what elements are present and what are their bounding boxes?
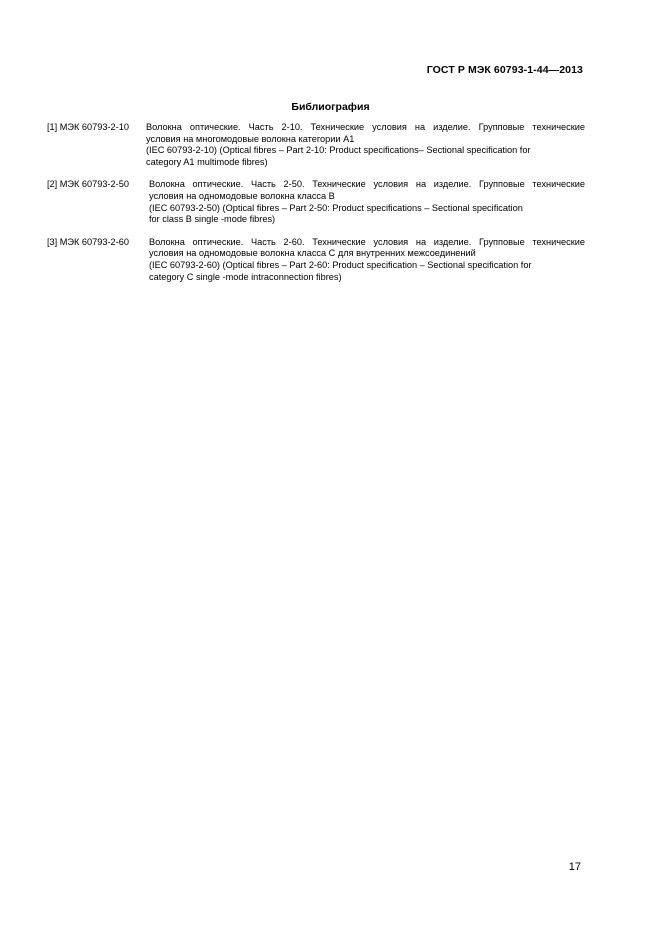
entry-body (146, 122, 585, 168)
entry-line: (IEC 60793-2-10) (Optical fibres – Part 2-10: Product specifications– Sectional specification for (146, 145, 531, 156)
bibliography-entry (47, 179, 585, 225)
entry-line: (IEC 60793-2-50) (Optical fibres – Part 2-50: Product specifications – Sectional specification (149, 202, 523, 213)
entry-line: Волокна оптические. Часть 2-60. Технические условия на изделие. Групповые технические (149, 236, 585, 247)
entry-line: условия на одномодовые волокна класса В (149, 190, 335, 201)
entry-reference: [3] МЭК 60793-2-60 (47, 236, 129, 247)
entry-line: category A1 multimode fibres) (146, 156, 268, 167)
entry-line: (IEC 60793-2-60) (Optical fibres – Part 2-60: Product specification – Sectional specification for (149, 259, 532, 270)
entry-reference: [1] МЭК 60793-2-10 (47, 122, 129, 132)
entry-body (149, 237, 585, 283)
entry-line: for class B single -mode fibres) (149, 214, 276, 225)
bibliography-title: Библиография (291, 101, 370, 113)
bibliography-entry (47, 237, 585, 283)
entry-line: условия на одномодовые волокна класса С для внутренних межсоединений (149, 248, 476, 259)
page-header: ГОСТ Р МЭК 60793-1-44—2013 (426, 64, 583, 76)
entry-line: category C single -mode intraconnection fibres) (149, 271, 342, 282)
entry-line: Волокна оптические. Часть 2-10. Технические условия на изделие. Групповые технические (146, 122, 585, 132)
entry-body (149, 179, 585, 225)
entry-reference: [2] МЭК 60793-2-50 (47, 179, 129, 190)
bibliography-list (47, 122, 585, 294)
entry-line: Волокна оптические. Часть 2-50. Технические условия на изделие. Групповые технические (149, 179, 585, 190)
entry-line: условия на многомодовые волокна категории А1 (146, 133, 355, 144)
page-number: 17 (568, 861, 581, 873)
bibliography-entry (47, 122, 585, 168)
